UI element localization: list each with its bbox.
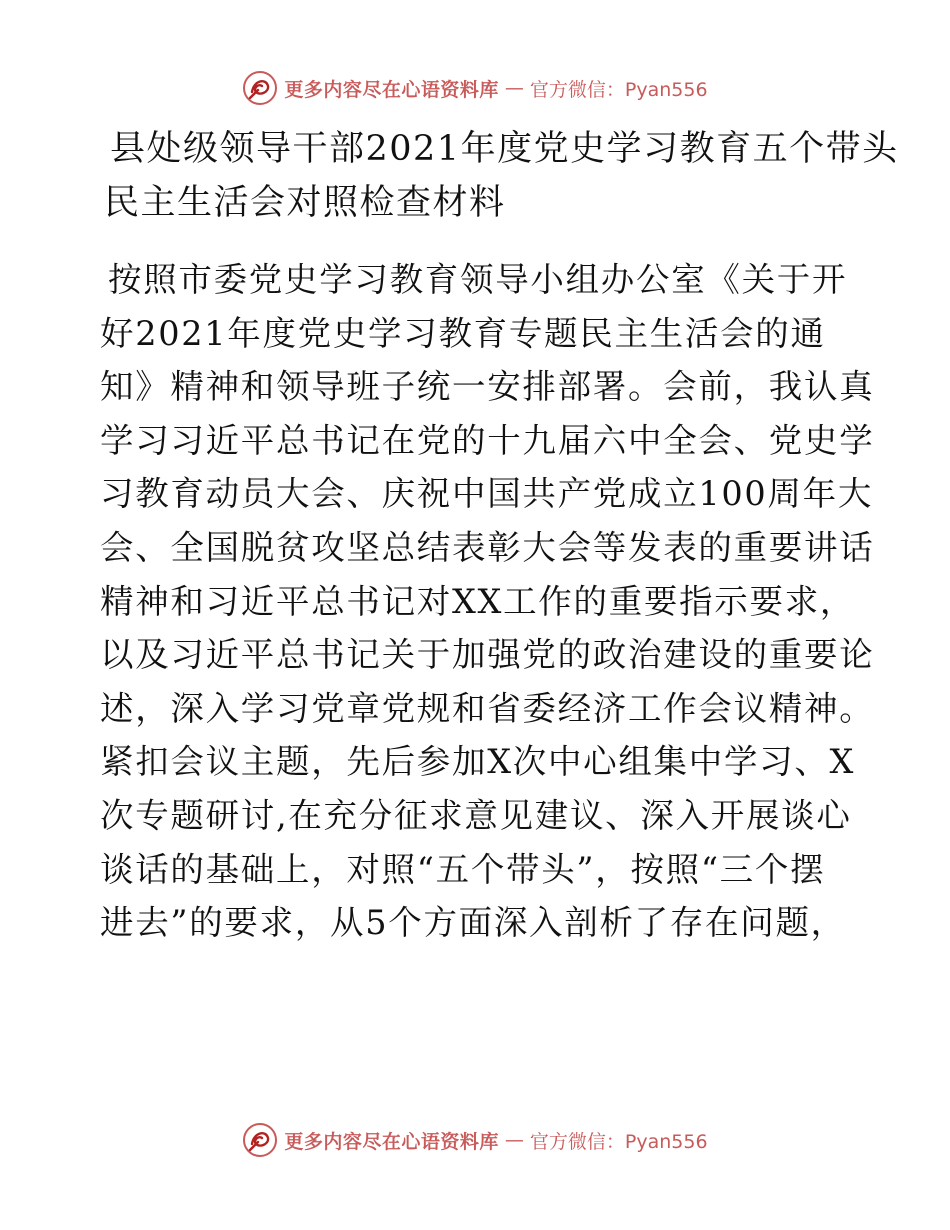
body-line: 会、全国脱贫攻坚总结表彰大会等发表的重要讲话	[100, 527, 875, 567]
body-line: 进去”的要求，从5个方面深入剖析了存在问题，	[100, 903, 846, 943]
body-line: 好2021年度党史学习教育专题民主生活会的通	[100, 313, 826, 353]
watermark-header	[0, 70, 950, 106]
watermark-wechat: 官方微信：Pyan556	[529, 1130, 708, 1153]
body-line: 述，深入学习党章党规和省委经济工作会议精神。	[100, 688, 875, 728]
watermark-text: 更多内容尽在心语资料库	[284, 1130, 499, 1153]
body-line: 习教育动员大会、庆祝中国共产党成立100周年大	[100, 474, 874, 514]
body-line: 次专题研讨,在充分征求意见建议、深入开展谈心	[100, 795, 852, 835]
title-line: 县处级领导干部2021年度党史学习教育五个带头	[110, 129, 899, 169]
title-line: 民主生活会对照检查材料	[104, 183, 506, 223]
watermark-footer	[0, 1122, 950, 1158]
watermark-text: 更多内容尽在心语资料库	[284, 78, 499, 101]
document-title	[104, 122, 899, 230]
body-line: 谈话的基础上，对照“五个带头”，按照“三个摆	[100, 849, 826, 889]
body-line: 以及习近平总书记关于加强党的政治建设的重要论	[100, 635, 875, 675]
rose-logo-icon	[242, 1122, 278, 1158]
watermark-wechat: 官方微信：Pyan556	[529, 78, 708, 101]
body-line: 精神和习近平总书记对XX工作的重要指示要求，	[100, 581, 856, 621]
watermark-separator: —	[504, 1129, 524, 1151]
watermark-separator: —	[504, 77, 524, 99]
body-line: 学习习近平总书记在党的十九届六中全会、党史学	[100, 420, 875, 460]
body-line: 按照市委党史学习教育领导小组办公室《关于开	[108, 260, 848, 299]
body-paragraph	[100, 253, 875, 950]
body-line: 知》精神和领导班子统一安排部署。会前，我认真	[100, 367, 875, 407]
rose-logo-icon	[242, 70, 278, 106]
body-line: 紧扣会议主题，先后参加X次中心组集中学习、X	[100, 742, 856, 782]
